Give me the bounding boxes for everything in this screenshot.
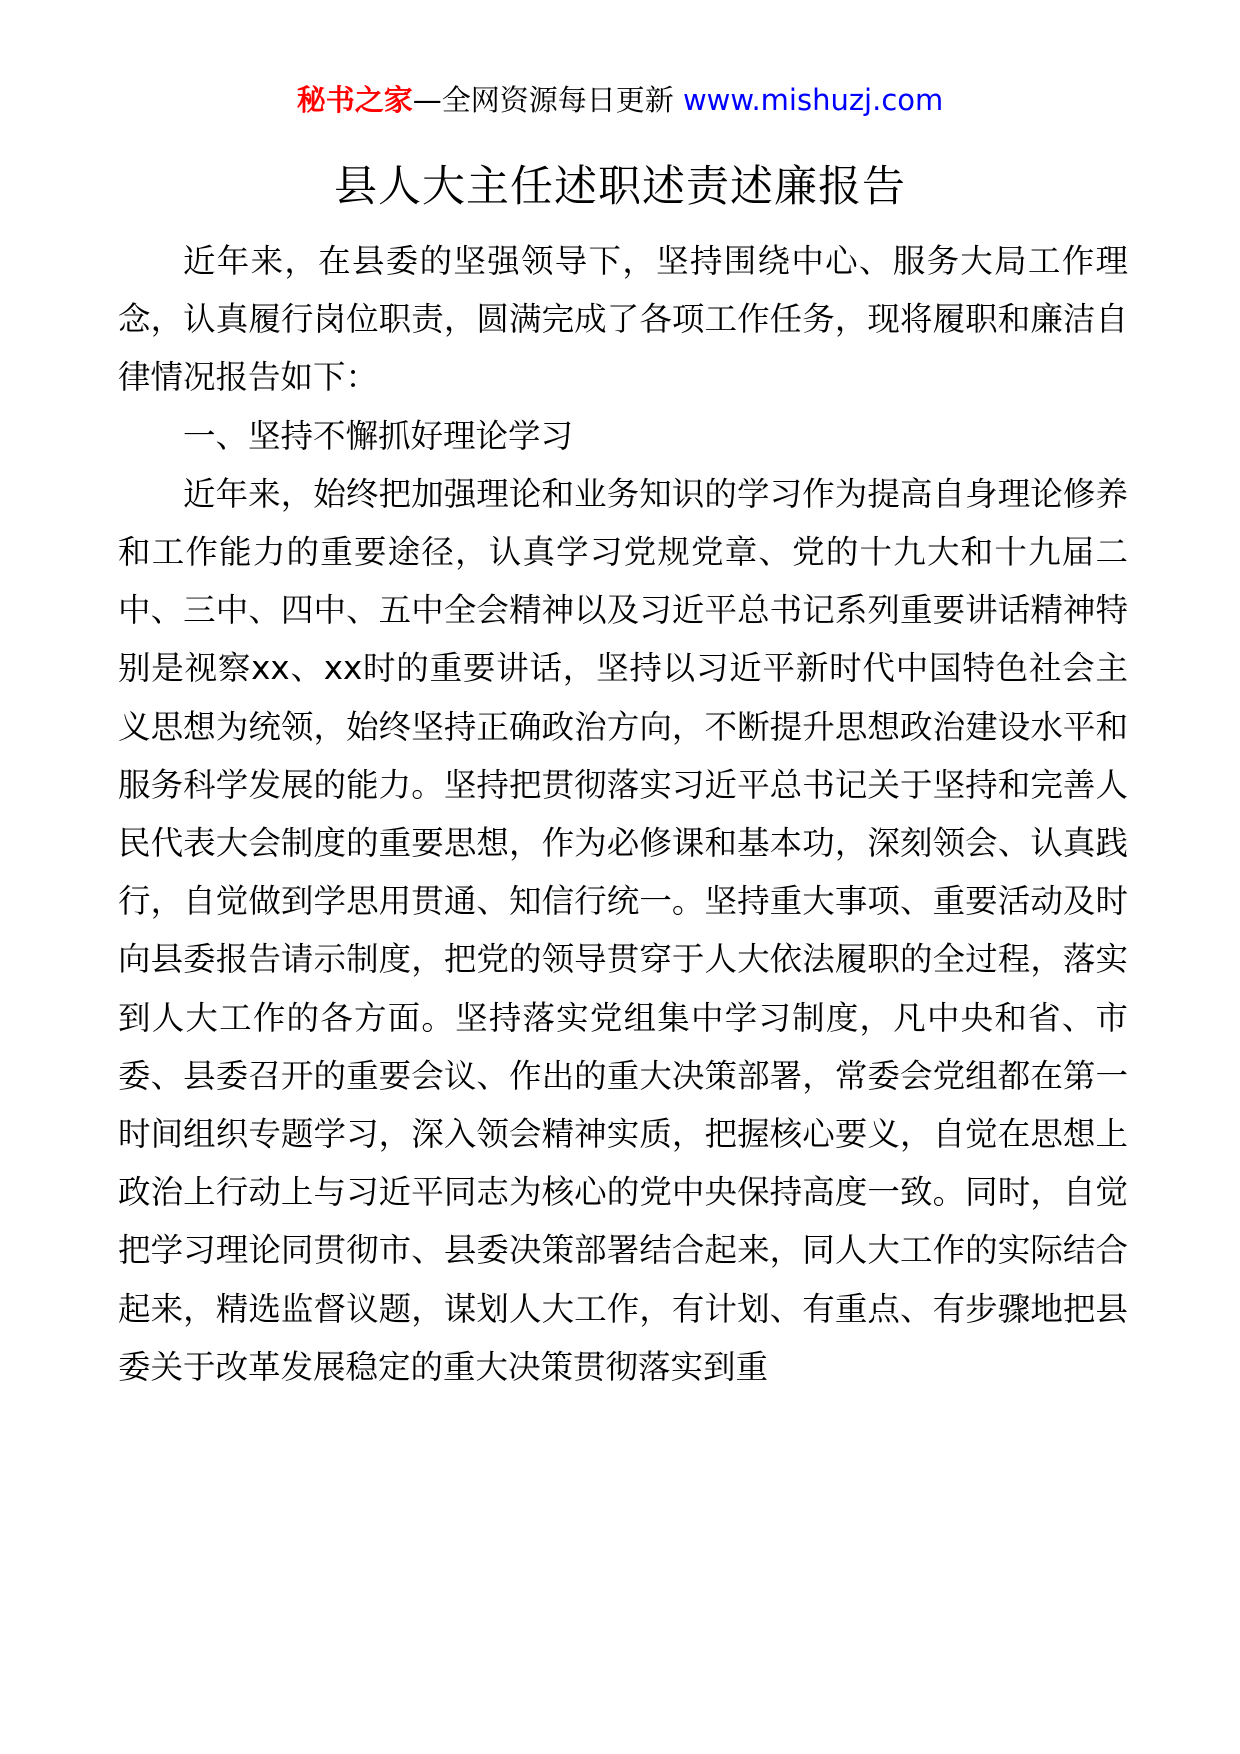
document-title: 县人大主任述职述责述廉报告 [334, 162, 906, 212]
intro-paragraph: 近年来，在县委的坚强领导下，坚持围绕中心、服务大局工作理念，认真履行岗位职责，圆满完成了各项工作任务，现将履职和廉洁自律情况报告如下： [118, 242, 1128, 397]
section-heading: 一、坚持不懈抓好理论学习 [183, 416, 574, 455]
section-paragraph: 近年来，始终把加强理论和业务知识的学习作为提高自身理论修养和工作能力的重要途径，认真学习党规党章、党的十九大和十九届二中、三中、四中、五中全会精神以及习近平总书记系列重要讲话精神特别是视察xx、xx时的重要讲话，坚持以习近平新时代中国特色社会主义思想为统领，始终坚持正确政治方向，不断提升思想政治建设水平和服务科学发展的能力。坚持把贯彻落实习近平总书记关于坚持和完善人民代表大会制度的重要思想，作为必修课和基本功，深刻领会、认真践行，自觉做到学思用贯通、知信行统一。坚持重大事项、重要活动及时向县委报告请示制度，把党的领导贯穿于人大依法履职的全过程，落实到人大工作的各方面。坚持落实党组集中学习制度，凡中央和省、市委、县委召开的重要会议、作出的重大决策部署，常委会党组都在第一时间组织专题学习，深入领会精神实质，把握核心要义，自觉在思想上政治上行动上与习近平同志为核心的党中央保持高度一致。同时，自觉把学习理论同贯彻市、县委决策部署结合起来，同人大工作的实际结合起来，精选监督议题，谋划人大工作，有计划、有重点、有步骤地把县委关于改革发展稳定的重大决策贯彻落实到重 [118, 474, 1128, 1386]
header-brand: 秘书之家 [296, 83, 413, 117]
header-site-link[interactable]: www.mishuzj.com [682, 83, 944, 117]
header-slogan: —全网资源每日更新 [412, 83, 674, 117]
watermark-header [0, 80, 1240, 120]
document-body [118, 232, 1128, 1396]
